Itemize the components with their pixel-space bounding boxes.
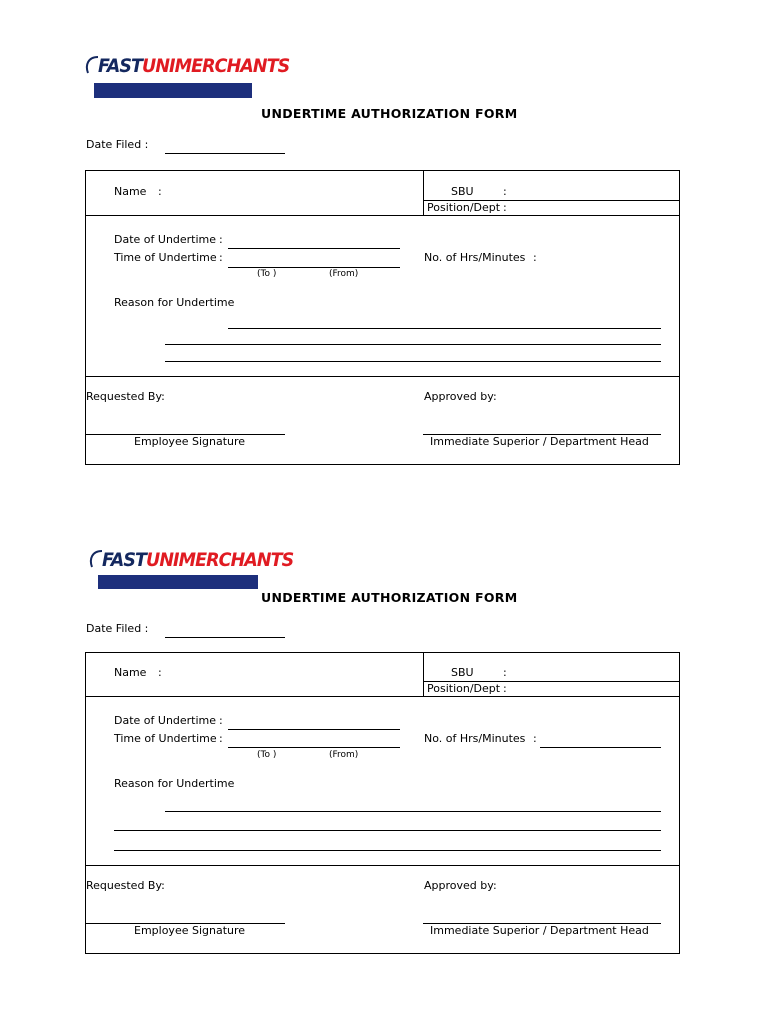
time-undertime-label: Time of Undertime	[114, 251, 217, 264]
company-logo	[84, 55, 290, 101]
hrs-field[interactable]	[540, 747, 661, 748]
reason-line-1[interactable]	[228, 328, 661, 329]
superior-label: Immediate Superior / Department Head	[430, 435, 649, 448]
time-undertime-label: Time of Undertime	[114, 732, 217, 745]
reason-line-2[interactable]	[114, 830, 661, 831]
name-colon: :	[158, 185, 162, 198]
name-colon: :	[158, 666, 162, 679]
logo-brand: UNIMERCHANTS	[142, 55, 290, 77]
requested-by-label: Requested By:	[86, 879, 165, 892]
date-undertime-label: Date of Undertime	[114, 714, 217, 727]
time-undertime-field[interactable]	[228, 747, 400, 748]
form-title: UNDERTIME AUTHORIZATION FORM	[261, 106, 518, 121]
reason-label: Reason for Undertime	[114, 777, 235, 790]
logo-bar	[98, 575, 258, 589]
logo-brand: UNIMERCHANTS	[146, 549, 294, 571]
time-undertime-colon: :	[219, 732, 223, 745]
logo-text	[102, 549, 293, 571]
superior-label: Immediate Superior / Department Head	[430, 924, 649, 937]
reason-line-1[interactable]	[165, 811, 661, 812]
reason-line-3[interactable]	[114, 850, 661, 851]
reason-line-3[interactable]	[165, 361, 661, 362]
sbu-label: SBU	[451, 185, 474, 198]
form-title: UNDERTIME AUTHORIZATION FORM	[261, 590, 518, 605]
from-label: (From)	[329, 750, 359, 760]
header-divider	[423, 170, 424, 215]
date-undertime-colon: :	[219, 233, 223, 246]
hrs-label: No. of Hrs/Minutes	[424, 251, 526, 264]
sbu-colon: :	[503, 666, 507, 679]
company-logo	[88, 549, 294, 595]
logo-bar	[94, 83, 252, 98]
hrs-colon: :	[533, 732, 537, 745]
name-label: Name	[114, 185, 147, 198]
section-divider-1	[85, 215, 680, 216]
logo-fast: FAST	[98, 55, 143, 77]
section-divider-1	[85, 696, 680, 697]
position-label: Position/Dept	[427, 682, 501, 695]
date-undertime-field[interactable]	[228, 248, 400, 249]
employee-signature-label: Employee Signature	[134, 435, 246, 448]
hrs-label: No. of Hrs/Minutes	[424, 732, 526, 745]
approved-by-label: Approved by:	[424, 879, 497, 892]
form-box	[85, 652, 680, 954]
hrs-colon: :	[533, 251, 537, 264]
from-label: (From)	[329, 269, 359, 279]
reason-line-2[interactable]	[165, 344, 661, 345]
position-colon: :	[503, 201, 507, 214]
position-colon: :	[503, 682, 507, 695]
approved-by-label: Approved by:	[424, 390, 497, 403]
time-undertime-field[interactable]	[228, 267, 400, 268]
to-label: (To )	[257, 269, 277, 279]
date-filed-label: Date Filed :	[86, 138, 149, 151]
name-label: Name	[114, 666, 147, 679]
sbu-label: SBU	[451, 666, 474, 679]
position-label: Position/Dept	[427, 201, 501, 214]
header-divider	[423, 652, 424, 696]
employee-signature-label: Employee Signature	[134, 924, 246, 937]
section-divider-2	[85, 865, 680, 866]
date-filed-field[interactable]	[165, 153, 285, 154]
date-undertime-field[interactable]	[228, 729, 400, 730]
section-divider-2	[85, 376, 680, 377]
logo-text	[98, 55, 289, 77]
to-label: (To )	[257, 750, 277, 760]
date-undertime-colon: :	[219, 714, 223, 727]
reason-label: Reason for Undertime	[114, 296, 235, 309]
logo-fast: FAST	[102, 549, 147, 571]
requested-by-label: Requested By:	[86, 390, 165, 403]
date-filed-field[interactable]	[165, 637, 285, 638]
date-undertime-label: Date of Undertime	[114, 233, 217, 246]
time-undertime-colon: :	[219, 251, 223, 264]
date-filed-label: Date Filed :	[86, 622, 149, 635]
sbu-colon: :	[503, 185, 507, 198]
